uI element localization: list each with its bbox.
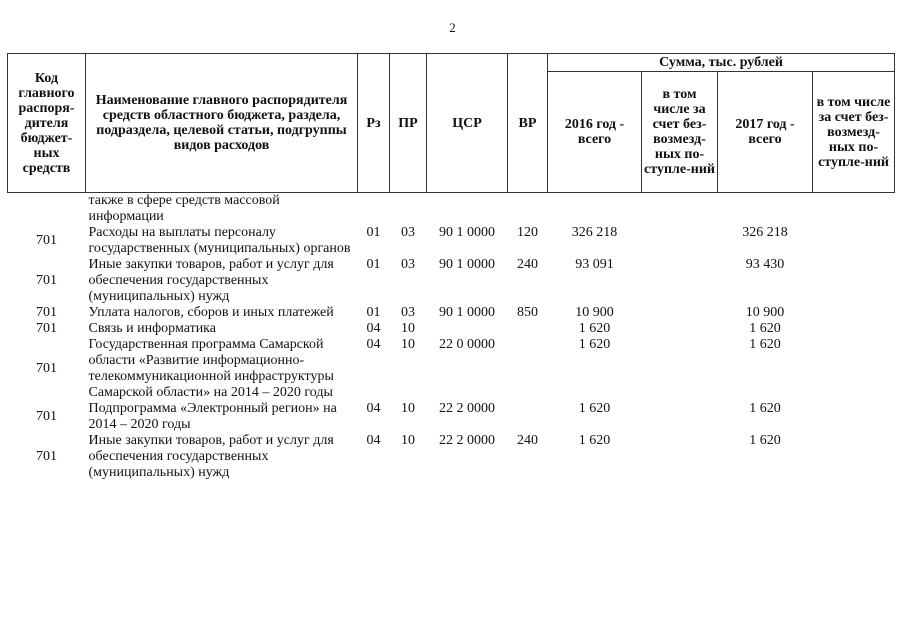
cell-csr: 90 1 0000: [439, 257, 495, 272]
cell-2017-free: [813, 305, 895, 321]
cell-csr: 90 1 0000: [439, 305, 495, 320]
cell-csr: 22 2 0000: [439, 401, 495, 416]
table-row: [8, 433, 895, 481]
cell-vr: 240: [517, 433, 538, 448]
cell-2016-free: [642, 321, 718, 337]
table-row: [8, 321, 895, 337]
cell-pr: 10: [401, 433, 415, 448]
page-number: 2: [449, 20, 456, 35]
cell-pr: 03: [401, 257, 415, 272]
cell-2016-free: [642, 193, 718, 226]
cell-2016-total: 1 620: [578, 433, 611, 448]
header-code: Код главного распоря-дителя бюджет-ных средств: [8, 54, 86, 193]
cell-code: 701: [36, 449, 57, 464]
cell-name: Связь и информатика: [88, 321, 216, 336]
cell-rz: 01: [366, 257, 381, 272]
cell-vr: 120: [517, 225, 538, 240]
header-csr: ЦСР: [427, 54, 508, 193]
cell-vr: [508, 321, 548, 337]
header-2017-free: в том числе за счет без-возмезд-ных по-ступле-ний: [813, 72, 895, 193]
cell-csr: [427, 321, 508, 337]
cell-2017-total: 10 900: [745, 305, 785, 320]
cell-pr: [390, 193, 427, 226]
cell-vr: 850: [517, 305, 538, 320]
cell-rz: 04: [366, 321, 381, 336]
cell-pr: 10: [401, 401, 415, 416]
cell-code: 701: [36, 273, 57, 288]
cell-pr: 10: [401, 321, 415, 336]
table-body: [8, 193, 895, 482]
cell-2017-free: [813, 321, 895, 337]
cell-2017-total: 326 218: [742, 225, 788, 240]
cell-vr: [508, 337, 548, 401]
cell-2017-free: [813, 401, 895, 433]
cell-2017-free: [813, 337, 895, 401]
table-row: [8, 257, 895, 305]
table-row: [8, 401, 895, 433]
cell-code: 701: [36, 361, 57, 376]
cell-name: Уплата налогов, сборов и иных платежей: [88, 305, 334, 320]
cell-2016-total: 1 620: [578, 401, 611, 416]
table-row: [8, 305, 895, 321]
header-2016-free: в том числе за счет без-возмезд-ных по-ступле-ний: [642, 72, 718, 193]
cell-2016-free: [642, 305, 718, 321]
cell-vr: [508, 193, 548, 226]
cell-2017-free: [813, 257, 895, 305]
table-row: [8, 193, 895, 226]
cell-rz: 01: [366, 225, 381, 240]
header-sum-group: Сумма, тыс. рублей: [548, 54, 895, 72]
cell-code: [8, 193, 86, 226]
cell-csr: 22 2 0000: [439, 433, 495, 448]
cell-2016-free: [642, 401, 718, 433]
cell-name: Расходы на выплаты персоналу государственных (муниципальных) органов: [88, 225, 351, 256]
cell-csr: [427, 193, 508, 226]
cell-vr: 240: [517, 257, 538, 272]
cell-2017-total: 1 620: [749, 433, 781, 448]
cell-2017-total: 1 620: [749, 401, 781, 416]
cell-2016-free: [642, 337, 718, 401]
cell-2017-total: [718, 193, 813, 226]
cell-pr: 03: [401, 225, 415, 240]
cell-2016-total: 1 620: [578, 321, 611, 336]
cell-rz: 04: [366, 433, 381, 448]
cell-name: Подпрограмма «Электронный регион» на 2014 – 2020 годы: [88, 401, 337, 432]
cell-rz: 04: [366, 337, 381, 352]
cell-2016-free: [642, 257, 718, 305]
cell-name: также в сфере средств массовой информации: [88, 193, 280, 224]
cell-2016-free: [642, 433, 718, 481]
cell-2016-total: 10 900: [575, 305, 614, 320]
cell-2016-total: 93 091: [575, 257, 614, 272]
table-row: [8, 337, 895, 401]
cell-2017-total: 1 620: [749, 321, 781, 336]
header-2017-total: 2017 год - всего: [718, 72, 813, 193]
header-2016-total: 2016 год - всего: [548, 72, 642, 193]
cell-name: Иные закупки товаров, работ и услуг для обеспечения государственных (муниципальных) нужд: [88, 433, 334, 480]
cell-code: 701: [36, 305, 57, 320]
cell-rz: [358, 193, 390, 226]
cell-rz: 04: [366, 401, 381, 416]
cell-rz: 01: [366, 305, 381, 320]
cell-2016-total: [548, 193, 642, 226]
cell-2017-free: [813, 433, 895, 481]
cell-name: Государственная программа Самарской области «Развитие информационно-телекоммуникационной инфраструктуры Самарской области» на 2014 – 2020 годы: [88, 337, 334, 400]
cell-code: 701: [36, 409, 57, 424]
cell-name: Иные закупки товаров, работ и услуг для обеспечения государственных (муниципальных) нужд: [88, 257, 334, 304]
header-vr: ВР: [508, 54, 548, 193]
cell-2017-total: 1 620: [749, 337, 781, 352]
cell-vr: [508, 401, 548, 433]
cell-code: 701: [36, 321, 57, 336]
cell-2016-total: 1 620: [578, 337, 611, 352]
cell-2017-free: [813, 193, 895, 226]
cell-csr: 90 1 0000: [439, 225, 495, 240]
header-pr: ПР: [390, 54, 427, 193]
cell-2017-total: 93 430: [745, 257, 785, 272]
cell-code: 701: [36, 233, 57, 248]
header-rz: Рз: [358, 54, 390, 193]
cell-pr: 10: [401, 337, 415, 352]
budget-table: [7, 53, 895, 481]
table-row: [8, 225, 895, 257]
cell-pr: 03: [401, 305, 415, 320]
cell-2016-free: [642, 225, 718, 257]
cell-csr: 22 0 0000: [439, 337, 495, 352]
cell-2016-total: 326 218: [571, 225, 618, 240]
header-name: Наименование главного распорядителя средств областного бюджета, раздела, подраздела, целевой статьи, подгруппы видов расходов: [86, 54, 358, 193]
cell-2017-free: [813, 225, 895, 257]
